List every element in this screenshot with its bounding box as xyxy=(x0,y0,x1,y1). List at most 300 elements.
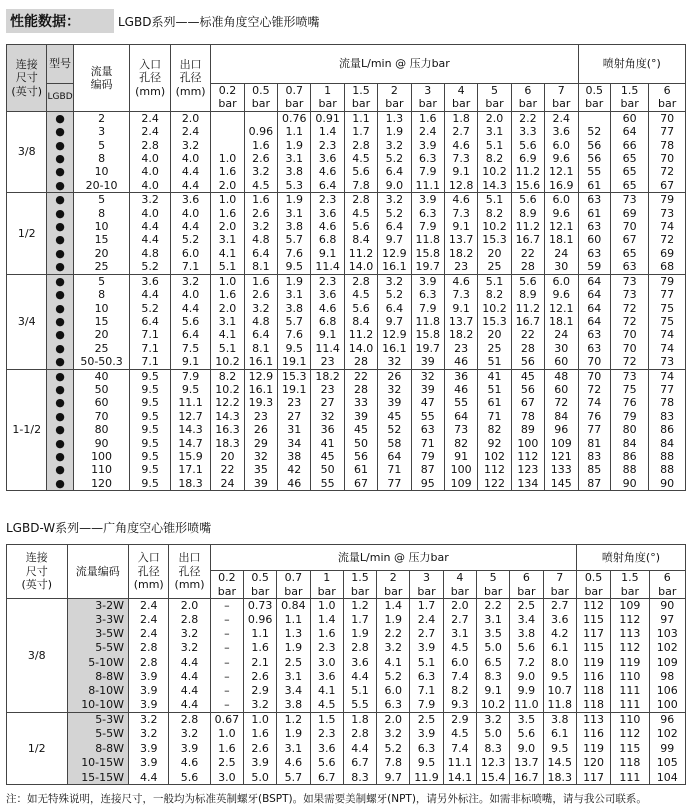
data-cell: 77 xyxy=(649,288,686,301)
data-cell: 10 xyxy=(73,220,130,233)
table-row xyxy=(7,315,686,328)
data-cell: 6.8 xyxy=(311,233,344,246)
data-cell: 70 xyxy=(578,355,610,369)
data-cell: 4.8 xyxy=(244,315,277,328)
data-cell: 82 xyxy=(444,437,477,450)
data-cell: 39 xyxy=(411,383,444,396)
data-cell: 9.9 xyxy=(510,684,543,698)
data-cell: 3.2 xyxy=(244,302,277,315)
data-cell: 83 xyxy=(578,450,610,463)
data-cell: 3.6 xyxy=(343,655,376,669)
model-dot: ● xyxy=(47,383,73,396)
size-header xyxy=(7,45,47,112)
data-cell: 5.2 xyxy=(130,260,170,274)
data-cell: 3.8 xyxy=(278,220,311,233)
data-cell: 7.3 xyxy=(444,152,477,165)
pressure-header xyxy=(310,571,343,599)
data-cell: 4.5 xyxy=(344,207,377,220)
model-dot: ● xyxy=(47,139,73,152)
data-cell: 7.9 xyxy=(411,165,444,178)
table-row xyxy=(7,450,686,463)
header-line: 孔径 xyxy=(139,71,162,85)
data-cell: 11.1 xyxy=(170,396,210,409)
data-cell: 47 xyxy=(411,396,444,409)
data-cell: 11.4 xyxy=(311,260,344,274)
angle-pressure-header xyxy=(610,84,648,112)
data-cell: 86 xyxy=(649,423,686,436)
data-cell: 120 xyxy=(576,756,610,771)
data-cell: 39 xyxy=(411,355,444,369)
data-cell: 90 xyxy=(610,477,648,491)
table-row xyxy=(7,152,686,165)
data-cell: 112 xyxy=(611,641,649,655)
table-row xyxy=(7,684,686,698)
data-cell: 3.1 xyxy=(277,741,310,756)
data-cell: 14.1 xyxy=(443,770,476,785)
header-line: 孔径 xyxy=(137,564,160,578)
data-cell: 106 xyxy=(649,684,685,698)
data-cell: 40 xyxy=(73,369,130,383)
data-cell: 5.6 xyxy=(169,770,210,785)
model-dot: ● xyxy=(47,260,73,274)
data-cell: 3.2 xyxy=(170,139,210,152)
data-cell: 4.6 xyxy=(311,165,344,178)
data-cell: 72 xyxy=(545,396,578,409)
data-cell: 3.2 xyxy=(377,727,410,742)
data-cell: 4.1 xyxy=(377,655,410,669)
data-cell: 9.7 xyxy=(377,770,410,785)
data-cell: 60 xyxy=(545,383,578,396)
table-row xyxy=(7,193,686,207)
data-cell: 61 xyxy=(478,396,511,409)
header-line: 6 xyxy=(522,571,530,585)
data-cell: 112 xyxy=(576,599,610,613)
model-dot: ● xyxy=(47,193,73,207)
data-cell: 4.6 xyxy=(169,756,210,771)
data-cell: 2.4 xyxy=(129,627,169,641)
data-cell: 90 xyxy=(649,477,686,491)
data-cell: 8.4 xyxy=(344,233,377,246)
pressure-header xyxy=(443,571,476,599)
data-cell: 119 xyxy=(611,655,649,669)
data-cell: 4.4 xyxy=(170,302,210,315)
data-cell: 64 xyxy=(578,315,610,328)
data-cell: 74 xyxy=(578,396,610,409)
data-cell: 23 xyxy=(444,260,477,274)
data-cell: 50 xyxy=(311,463,344,476)
data-cell: – xyxy=(210,627,243,641)
data-cell: 11.2 xyxy=(344,247,377,260)
data-cell: 111 xyxy=(611,684,649,698)
data-cell: 84 xyxy=(545,410,578,423)
data-cell: 1.3 xyxy=(277,627,310,641)
data-cell: 10.2 xyxy=(476,698,509,712)
data-cell: 4.0 xyxy=(130,165,170,178)
data-cell: 5.1 xyxy=(478,274,511,288)
table-row xyxy=(7,369,686,383)
table-row xyxy=(7,125,686,138)
table-row xyxy=(7,396,686,409)
data-cell: 2.4 xyxy=(410,613,443,627)
data-cell: 60 xyxy=(610,111,648,125)
data-cell: 67 xyxy=(344,477,377,491)
data-cell: 109 xyxy=(649,655,685,669)
data-cell: 9.7 xyxy=(378,233,411,246)
data-cell: 6.5 xyxy=(476,655,509,669)
pressure-header xyxy=(411,84,444,112)
data-cell: 51 xyxy=(478,383,511,396)
table-row xyxy=(7,302,686,315)
outlet-header xyxy=(169,545,210,599)
model-dot: ● xyxy=(47,111,73,125)
data-cell: 9.0 xyxy=(510,669,543,683)
data-cell: 3.6 xyxy=(543,613,576,627)
data-cell: 10.2 xyxy=(211,355,244,369)
data-cell: 3.9 xyxy=(129,669,169,683)
header-line: (mm) xyxy=(133,578,164,592)
data-cell: 4.4 xyxy=(169,684,210,698)
data-cell: 72 xyxy=(610,355,648,369)
data-cell: 109 xyxy=(611,599,649,613)
data-cell: 13.7 xyxy=(444,233,477,246)
data-cell: 77 xyxy=(649,383,686,396)
data-cell: 1.0 xyxy=(211,152,244,165)
data-cell: 6.1 xyxy=(543,641,576,655)
data-cell: 64 xyxy=(578,302,610,315)
data-cell: 2.3 xyxy=(311,139,344,152)
flow-code-header: 流量编码 xyxy=(67,545,129,599)
data-cell: 13.7 xyxy=(444,315,477,328)
data-cell: 4.4 xyxy=(343,669,376,683)
data-cell: 12.7 xyxy=(170,410,210,423)
data-cell: 3.2 xyxy=(244,698,277,712)
data-cell: 73 xyxy=(649,207,686,220)
data-cell: 8.2 xyxy=(443,684,476,698)
header-line: 3 xyxy=(423,571,431,585)
model-dot: ● xyxy=(47,179,73,193)
data-cell: 2.7 xyxy=(410,627,443,641)
data-cell: 3.2 xyxy=(129,727,169,742)
data-cell: 3 xyxy=(73,125,130,138)
data-cell: 118 xyxy=(611,756,649,771)
flow-code-cell: 3-3W xyxy=(67,613,129,627)
angle-group-header: 喷射角度(°) xyxy=(576,545,685,571)
data-cell: 112 xyxy=(511,450,544,463)
data-cell: 0.76 xyxy=(278,111,311,125)
data-cell: 18.2 xyxy=(311,369,344,383)
data-cell: 5.2 xyxy=(378,207,411,220)
data-cell: 73 xyxy=(649,355,686,369)
type-sub-header: LGBD xyxy=(47,84,73,112)
data-cell: 4.4 xyxy=(130,220,170,233)
data-cell: 8.3 xyxy=(343,770,376,785)
data-cell: 63 xyxy=(578,328,610,341)
data-cell: 4.0 xyxy=(130,207,170,220)
header-line: bar xyxy=(550,584,569,598)
data-cell: 11.1 xyxy=(411,179,444,193)
header-line: bar xyxy=(218,97,237,111)
data-cell: 88 xyxy=(649,463,686,476)
data-cell: 77 xyxy=(649,125,686,138)
data-cell: 27 xyxy=(278,410,311,423)
data-cell: 70 xyxy=(73,410,130,423)
data-cell: 70 xyxy=(610,220,648,233)
data-cell: 5.6 xyxy=(510,727,543,742)
data-cell: 7.6 xyxy=(278,328,311,341)
header-line: 0.5 xyxy=(252,84,270,97)
header-line: 0.2 xyxy=(218,84,237,97)
data-cell: 1.5 xyxy=(310,712,343,727)
data-cell: 10.7 xyxy=(543,684,576,698)
data-cell: 15.9 xyxy=(170,450,210,463)
table-row xyxy=(7,423,686,436)
data-cell: 4.6 xyxy=(444,274,477,288)
data-cell: 91 xyxy=(444,450,477,463)
inlet-header xyxy=(130,45,170,112)
data-cell: 12.1 xyxy=(545,302,578,315)
data-cell: 5.7 xyxy=(278,233,311,246)
table-row xyxy=(7,463,686,476)
angle-pressure-header xyxy=(578,84,610,112)
data-cell: 120 xyxy=(73,477,130,491)
data-cell: 15.8 xyxy=(411,247,444,260)
data-cell: 61 xyxy=(344,463,377,476)
data-cell: 15.8 xyxy=(411,328,444,341)
data-cell: 31 xyxy=(278,423,311,436)
data-cell: 6.4 xyxy=(170,328,210,341)
flow-code-cell: 5-5W xyxy=(67,641,129,655)
data-cell: 27 xyxy=(311,396,344,409)
data-cell: 1.0 xyxy=(310,599,343,613)
data-cell: 2.3 xyxy=(311,274,344,288)
data-cell: 50 xyxy=(344,437,377,450)
data-cell: 2.6 xyxy=(244,669,277,683)
data-cell: 4.4 xyxy=(170,165,210,178)
data-cell: 6.4 xyxy=(244,247,277,260)
data-cell: 19.7 xyxy=(411,260,444,274)
data-cell: 2.8 xyxy=(169,712,210,727)
header-line: bar xyxy=(251,584,270,598)
data-cell: 6.0 xyxy=(443,655,476,669)
header-line: 1 xyxy=(323,571,331,585)
data-cell: 2.0 xyxy=(377,712,410,727)
data-cell: 8.4 xyxy=(344,315,377,328)
data-cell: 8.2 xyxy=(478,288,511,301)
data-cell: 92 xyxy=(478,437,511,450)
model-dot: ● xyxy=(47,247,73,260)
data-cell: 1.2 xyxy=(277,712,310,727)
data-cell: 29 xyxy=(244,437,277,450)
table-row xyxy=(7,770,686,785)
data-cell: 109 xyxy=(444,477,477,491)
data-cell: 9.1 xyxy=(444,165,477,178)
data-cell: 60 xyxy=(578,233,610,246)
header-line: bar xyxy=(318,97,337,111)
pressure-header xyxy=(511,84,544,112)
outlet-header xyxy=(170,45,210,112)
data-cell: 18.1 xyxy=(545,233,578,246)
data-cell: 2.0 xyxy=(170,111,210,125)
data-cell: 115 xyxy=(576,613,610,627)
header-line: (mm) xyxy=(135,84,166,98)
data-cell: 9.0 xyxy=(378,179,411,193)
data-cell: 9.5 xyxy=(130,450,170,463)
data-cell: 5.2 xyxy=(170,233,210,246)
pressure-header xyxy=(210,571,243,599)
data-cell: 65 xyxy=(610,152,648,165)
data-cell: 97 xyxy=(649,613,685,627)
flow-code-cell: 8-8W xyxy=(67,669,129,683)
data-cell: 2.5 xyxy=(510,599,543,613)
data-cell: 9.5 xyxy=(130,410,170,423)
pressure-header xyxy=(211,84,244,112)
data-cell: 2.6 xyxy=(244,152,277,165)
data-cell: 2.4 xyxy=(129,599,169,613)
data-cell: 7.9 xyxy=(410,698,443,712)
data-cell: 1.4 xyxy=(310,613,343,627)
data-cell: 3.6 xyxy=(545,125,578,138)
data-cell: 2.1 xyxy=(244,655,277,669)
data-cell: 5.5 xyxy=(343,698,376,712)
data-cell: 18.2 xyxy=(444,328,477,341)
data-cell: 71 xyxy=(378,463,411,476)
data-cell xyxy=(244,111,277,125)
data-cell: 3.6 xyxy=(130,274,170,288)
data-cell: 7.9 xyxy=(411,302,444,315)
data-cell: 9.5 xyxy=(410,756,443,771)
data-cell: 33 xyxy=(344,396,377,409)
data-cell: 6.3 xyxy=(411,207,444,220)
data-cell: 11.2 xyxy=(511,165,544,178)
data-cell: 123 xyxy=(511,463,544,476)
data-cell: 90 xyxy=(73,437,130,450)
data-cell: 4.5 xyxy=(344,152,377,165)
data-cell: 2.6 xyxy=(244,741,277,756)
header-line: 5 xyxy=(490,84,498,97)
data-cell: 5.6 xyxy=(310,756,343,771)
data-cell: 64 xyxy=(578,288,610,301)
table-row xyxy=(7,355,686,369)
data-cell: 1.6 xyxy=(310,627,343,641)
data-cell: 2.0 xyxy=(211,179,244,193)
data-cell: 75 xyxy=(649,315,686,328)
data-cell: 9.5 xyxy=(543,741,576,756)
table-row xyxy=(7,383,686,396)
header-line: 7 xyxy=(557,84,565,97)
data-cell: 71 xyxy=(478,410,511,423)
data-cell: 105 xyxy=(649,756,685,771)
data-cell: 5.0 xyxy=(476,727,509,742)
data-cell: 28 xyxy=(511,342,544,355)
data-cell: 5.6 xyxy=(344,220,377,233)
data-cell: 3.6 xyxy=(310,669,343,683)
data-cell: 4.1 xyxy=(310,684,343,698)
data-cell: 9.7 xyxy=(378,315,411,328)
data-cell: 1.9 xyxy=(378,125,411,138)
header-row xyxy=(7,45,686,70)
data-cell: 1.6 xyxy=(411,111,444,125)
data-cell: 1.8 xyxy=(444,111,477,125)
header-line: bar xyxy=(450,584,469,598)
data-cell: 23 xyxy=(278,396,311,409)
table-row xyxy=(7,477,686,491)
data-cell: 15.6 xyxy=(511,179,544,193)
data-cell: 3.8 xyxy=(277,698,310,712)
data-cell: 72 xyxy=(649,165,686,178)
data-cell: 15 xyxy=(73,315,130,328)
data-cell: 1.6 xyxy=(244,641,277,655)
data-cell: 1.6 xyxy=(211,207,244,220)
data-cell: 3.2 xyxy=(169,641,210,655)
model-dot: ● xyxy=(47,274,73,288)
data-cell: 1.9 xyxy=(277,727,310,742)
data-cell: 74 xyxy=(649,342,686,355)
header-line: bar xyxy=(517,584,536,598)
data-cell: 1.9 xyxy=(278,193,311,207)
data-cell: 133 xyxy=(545,463,578,476)
data-cell: 8.1 xyxy=(244,260,277,274)
header-line: 1.5 xyxy=(352,84,370,97)
data-cell: 112 xyxy=(611,727,649,742)
data-cell: 79 xyxy=(610,410,648,423)
header-line: 入口 xyxy=(137,551,160,565)
data-cell: 14.0 xyxy=(344,260,377,274)
pressure-header xyxy=(478,84,511,112)
data-cell: 76 xyxy=(610,396,648,409)
data-cell: 8 xyxy=(73,207,130,220)
data-cell: 63 xyxy=(610,260,648,274)
data-cell: 3.9 xyxy=(129,698,169,712)
data-cell: 9.6 xyxy=(545,152,578,165)
data-cell: 1.3 xyxy=(378,111,411,125)
data-cell: 103 xyxy=(649,627,685,641)
data-cell: 23 xyxy=(311,383,344,396)
table-row xyxy=(7,288,686,301)
data-cell: 0.67 xyxy=(210,712,243,727)
data-cell: 65 xyxy=(610,247,648,260)
data-cell: 9.1 xyxy=(444,302,477,315)
table-row xyxy=(7,727,686,742)
data-cell: 77 xyxy=(378,477,411,491)
data-cell: 5.0 xyxy=(244,770,277,785)
data-cell: 75 xyxy=(649,302,686,315)
data-cell: 2.8 xyxy=(344,139,377,152)
table-row xyxy=(7,165,686,178)
data-cell: 11.2 xyxy=(344,328,377,341)
data-cell: 61 xyxy=(578,207,610,220)
data-cell: 2.8 xyxy=(343,641,376,655)
data-cell: 84 xyxy=(649,437,686,450)
table-row xyxy=(7,274,686,288)
pressure-header xyxy=(344,84,377,112)
flow-code-cell: 5-5W xyxy=(67,727,129,742)
flow-code-cell: 5-3W xyxy=(67,712,129,727)
data-cell: 100 xyxy=(649,698,685,712)
data-cell: 12.1 xyxy=(545,220,578,233)
data-cell xyxy=(211,139,244,152)
data-cell: 34 xyxy=(278,437,311,450)
data-cell: 110 xyxy=(73,463,130,476)
data-cell: 6.4 xyxy=(378,302,411,315)
data-cell: 24 xyxy=(545,328,578,341)
flow-code-cell: 3-5W xyxy=(67,627,129,641)
data-cell: 0.96 xyxy=(244,613,277,627)
header-line: bar xyxy=(317,584,336,598)
data-cell: 28 xyxy=(511,260,544,274)
header-line: 2 xyxy=(390,84,398,97)
data-cell: 5.1 xyxy=(478,139,511,152)
data-cell: 9.0 xyxy=(510,741,543,756)
